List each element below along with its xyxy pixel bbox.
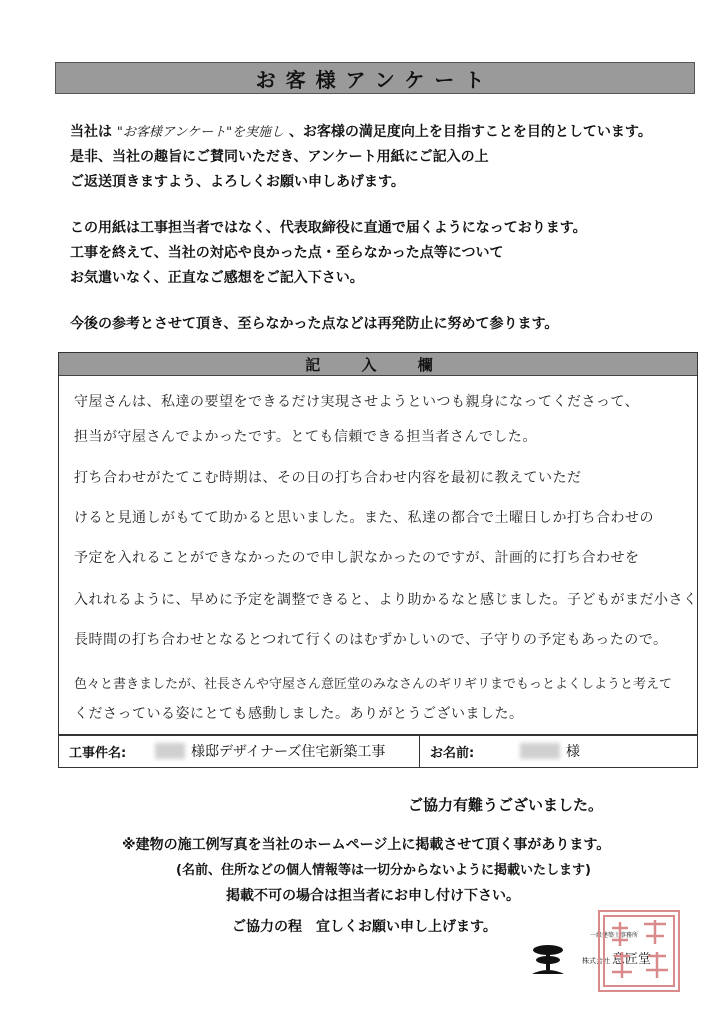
- company-name: 意匠堂: [612, 952, 652, 967]
- company-tagline: 一級建築士事務所: [590, 932, 639, 939]
- entry-heading: 記 入 欄: [305, 355, 451, 374]
- customer-name-cell: [420, 735, 697, 767]
- customer-name-label: お名前:: [430, 745, 475, 761]
- honorific: 様: [566, 744, 580, 760]
- intro-line-4: この用紙は工事担当者ではなく、代表取締役に直通で届くようになっております。: [70, 220, 587, 236]
- survey-title-bar: [55, 62, 695, 94]
- intro-text: 当社は: [70, 124, 112, 140]
- handwritten-line: 打ち合わせがたてこむ時期は、その日の打ち合わせ内容を最初に教えていただ: [74, 470, 582, 486]
- handwritten-insert: "お客様アンケート"を実施し: [116, 125, 285, 140]
- footer-note-3: 掲載不可の場合は担当者にお申し付け下さい。: [226, 888, 520, 904]
- intro-line-3: ご返送頂きますよう、よろしくお願い申しあげます。: [70, 174, 405, 190]
- footer-note-4: ご協力の程 宜しくお願い申し上げます。: [232, 919, 497, 935]
- thanks-text: ご協力有難うございました。: [408, 796, 604, 814]
- project-info-row: [58, 734, 698, 768]
- project-name-label: 工事件名:: [69, 745, 127, 761]
- project-name-text: 様邸デザイナーズ住宅新築工事: [191, 744, 386, 760]
- project-name-cell: [59, 735, 420, 767]
- intro-line-5: 工事を終えて、当社の対応や良かった点・至らなかった点等について: [70, 245, 504, 261]
- redacted-name: [520, 743, 560, 759]
- intro-line-1: [70, 120, 690, 145]
- customer-name-value: [520, 735, 580, 767]
- handwritten-line: けると見通しがもてて助かると思いました。また、私達の都合で土曜日しか打ち合わせの: [74, 510, 654, 526]
- redacted-name: [155, 743, 185, 759]
- handwritten-line: 色々と書きましたが、社長さんや守屋さん意匠堂のみなさんのギリギリまでもっとよくしようと考えて: [74, 677, 673, 692]
- project-name-value: [155, 735, 385, 767]
- intro-line-6: お気遣いなく、正直なご感想をご記入下さい。: [70, 270, 364, 286]
- entry-box-header: [59, 353, 697, 376]
- handwritten-line: 予定を入れることができなかったので申し訳なかったのですが、計画的に打ち合わせを: [74, 550, 640, 566]
- intro-line-7: 今後の参考とさせて頂き、至らなかった点などは再発防止に努めて参ります。: [70, 316, 559, 332]
- company-logo-icon: [526, 936, 570, 980]
- handwritten-line: 入れれるように、早めに予定を調整できると、より助かるなと感じました。子どもがまだ小さく: [74, 592, 698, 608]
- company-seal-stamp: [598, 910, 680, 992]
- intro-line-2: 是非、当社の趣旨にご賛同いただき、アンケート用紙にご記入の上: [70, 149, 489, 165]
- handwritten-line: 長時間の打ち合わせとなるとつれて行くのはむずかしいので、子守りの予定もあったので。: [74, 632, 668, 648]
- handwritten-line: 守屋さんは、私達の要望をできるだけ実現させようといつも親身になってくださって、: [74, 394, 640, 410]
- company-prefix: 株式会社: [582, 957, 610, 965]
- footer-note-2: (名前、住所などの個人情報等は一切分からないように掲載いたします): [176, 863, 591, 878]
- intro-text: 、お客様の満足度向上を目指すことを目的としています。: [288, 124, 652, 140]
- handwritten-line: 担当が守屋さんでよかったです。とても信頼できる担当者さんでした。: [74, 429, 537, 445]
- survey-title: お客様アンケート: [255, 67, 495, 92]
- handwritten-line: くださっている姿にとても感動しました。ありがとうございました。: [74, 706, 524, 722]
- entry-box: [58, 352, 698, 736]
- footer-note-1: ※建物の施工例写真を当社のホームページ上に掲載させて頂く事があります。: [122, 837, 611, 853]
